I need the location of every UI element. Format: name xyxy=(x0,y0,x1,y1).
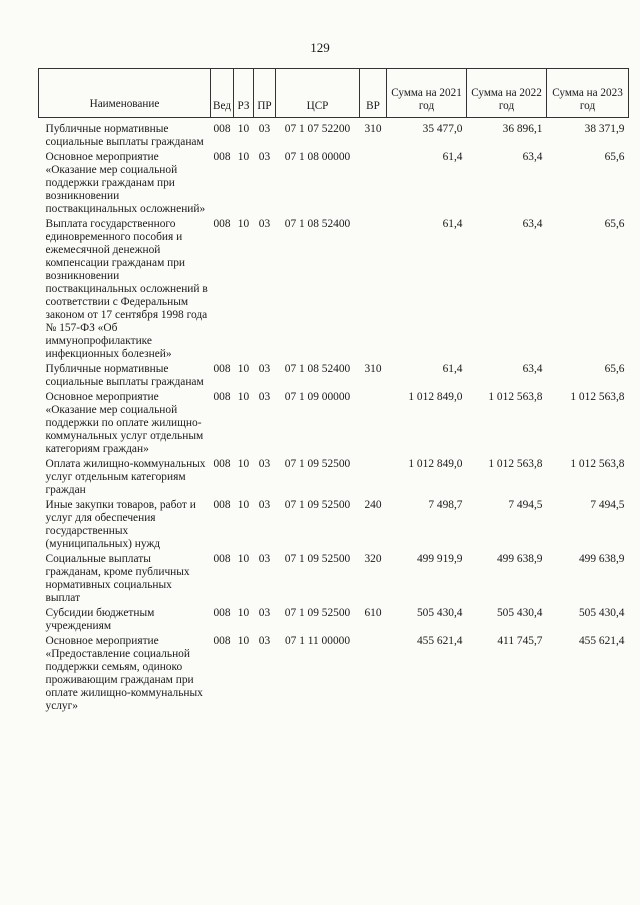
row-name: Оплата жилищно-коммунальных услуг отдельным категориям граждан xyxy=(45,458,206,496)
row-sum-2023: 65,6 xyxy=(604,218,625,230)
row-ved: 008 xyxy=(213,391,231,403)
row-sum-2021: 7 498,7 xyxy=(428,499,463,511)
row-pr: 03 xyxy=(258,123,271,135)
row-rz: 10 xyxy=(237,553,250,565)
row-rz: 10 xyxy=(237,607,250,619)
table-header-row xyxy=(39,69,629,118)
row-name: Основное мероприятие «Оказание мер социальной поддержки по оплате жилищно-коммунальных услуг отдельным категориям граждан» xyxy=(45,391,204,455)
row-rz: 10 xyxy=(237,458,250,470)
row-name: Основное мероприятие «Оказание мер социальной поддержки гражданам при возникновении поствакцинальных осложнений» xyxy=(45,151,206,215)
row-sum-2022: 63,4 xyxy=(522,151,543,163)
row-sum-2021: 499 919,9 xyxy=(416,553,463,565)
header-rz: РЗ xyxy=(234,69,254,118)
row-sum-2021: 61,4 xyxy=(442,363,463,375)
header-sum-2022: Сумма на 2022 год xyxy=(467,69,547,118)
header-csr: ЦСР xyxy=(276,69,360,118)
row-sum-2022: 1 012 563,8 xyxy=(488,391,543,403)
header-pr: ПР xyxy=(254,69,276,118)
row-sum-2022: 7 494,5 xyxy=(508,499,543,511)
row-csr: 07 1 08 00000 xyxy=(284,151,351,163)
row-vr: 610 xyxy=(364,607,382,619)
row-sum-2023: 38 371,9 xyxy=(584,123,625,135)
row-csr: 07 1 09 52500 xyxy=(284,458,351,470)
row-sum-2023: 7 494,5 xyxy=(590,499,625,511)
row-name: Публичные нормативные социальные выплаты гражданам xyxy=(45,123,204,148)
row-sum-2021: 61,4 xyxy=(442,218,463,230)
row-csr: 07 1 11 00000 xyxy=(284,635,351,647)
row-rz: 10 xyxy=(237,123,250,135)
row-csr: 07 1 07 52200 xyxy=(284,123,351,135)
row-sum-2022: 411 745,7 xyxy=(497,635,543,647)
row-pr: 03 xyxy=(258,151,271,163)
table-row xyxy=(39,634,629,714)
row-pr: 03 xyxy=(258,218,271,230)
header-vr: ВР xyxy=(360,69,387,118)
row-vr xyxy=(360,217,387,362)
row-vr xyxy=(360,634,387,714)
row-name: Публичные нормативные социальные выплаты гражданам xyxy=(45,363,204,388)
row-sum-2021: 1 012 849,0 xyxy=(408,391,463,403)
row-sum-2021: 35 477,0 xyxy=(422,123,463,135)
row-name: Социальные выплаты гражданам, кроме публичных нормативных социальных выплат xyxy=(45,553,190,604)
row-vr xyxy=(360,390,387,457)
row-sum-2023: 1 012 563,8 xyxy=(570,458,625,470)
row-pr: 03 xyxy=(258,458,271,470)
row-pr: 03 xyxy=(258,607,271,619)
row-ved: 008 xyxy=(213,607,231,619)
header-ved: Вед xyxy=(211,69,234,118)
row-pr: 03 xyxy=(258,391,271,403)
row-ved: 008 xyxy=(213,363,231,375)
row-rz: 10 xyxy=(237,635,250,647)
row-sum-2023: 505 430,4 xyxy=(578,607,625,619)
row-sum-2023: 455 621,4 xyxy=(578,635,625,647)
table-row xyxy=(39,552,629,606)
table-row xyxy=(39,118,629,151)
row-ved: 008 xyxy=(213,499,231,511)
row-vr xyxy=(360,457,387,498)
row-vr: 310 xyxy=(364,123,382,135)
row-rz: 10 xyxy=(237,151,250,163)
row-sum-2023: 499 638,9 xyxy=(578,553,625,565)
row-pr: 03 xyxy=(258,363,271,375)
row-sum-2021: 505 430,4 xyxy=(416,607,463,619)
row-ved: 008 xyxy=(213,218,231,230)
table-row xyxy=(39,606,629,634)
row-sum-2022: 63,4 xyxy=(522,218,543,230)
row-vr: 310 xyxy=(364,363,382,375)
row-vr: 320 xyxy=(364,553,382,565)
row-vr: 240 xyxy=(364,499,382,511)
row-ved: 008 xyxy=(213,151,231,163)
row-rz: 10 xyxy=(237,391,250,403)
row-sum-2021: 61,4 xyxy=(442,151,463,163)
row-rz: 10 xyxy=(237,363,250,375)
header-sum-2023: Сумма на 2023 год xyxy=(547,69,629,118)
row-sum-2022: 36 896,1 xyxy=(502,123,543,135)
budget-table xyxy=(38,68,629,714)
row-sum-2022: 1 012 563,8 xyxy=(488,458,543,470)
row-name: Иные закупки товаров, работ и услуг для обеспечения государственных (муниципальных) нужд xyxy=(45,499,196,550)
row-sum-2023: 65,6 xyxy=(604,151,625,163)
row-pr: 03 xyxy=(258,553,271,565)
table-row xyxy=(39,498,629,552)
row-rz: 10 xyxy=(237,218,250,230)
row-vr xyxy=(360,150,387,217)
row-csr: 07 1 09 52500 xyxy=(284,607,351,619)
row-sum-2021: 455 621,4 xyxy=(416,635,463,647)
table-row xyxy=(39,390,629,457)
row-csr: 07 1 08 52400 xyxy=(284,218,351,230)
row-name: Выплата государственного единовременного пособия и ежемесячной денежной компенсации гражданам при возникновении поствакцинальных осложнений в соответствии с Федеральным законом от 17 сентября 1998 года № 157-ФЗ «Об иммунопрофилактике инфекционных болезней» xyxy=(45,218,208,360)
row-pr: 03 xyxy=(258,499,271,511)
row-name: Основное мероприятие «Предоставление социальной поддержки семьям, одиноко проживающим гражданам при оплате жилищно-коммунальных услуг» xyxy=(45,635,203,712)
table-row xyxy=(39,217,629,362)
row-sum-2022: 505 430,4 xyxy=(496,607,543,619)
table-row xyxy=(39,457,629,498)
row-csr: 07 1 08 52400 xyxy=(284,363,351,375)
table-row xyxy=(39,362,629,390)
row-ved: 008 xyxy=(213,123,231,135)
row-sum-2022: 499 638,9 xyxy=(496,553,543,565)
row-sum-2021: 1 012 849,0 xyxy=(408,458,463,470)
row-csr: 07 1 09 52500 xyxy=(284,499,351,511)
row-sum-2022: 63,4 xyxy=(522,363,543,375)
row-csr: 07 1 09 00000 xyxy=(284,391,351,403)
row-ved: 008 xyxy=(213,553,231,565)
row-name: Субсидии бюджетным учреждениям xyxy=(45,607,155,632)
row-sum-2023: 65,6 xyxy=(604,363,625,375)
row-pr: 03 xyxy=(258,635,271,647)
row-ved: 008 xyxy=(213,458,231,470)
row-sum-2023: 1 012 563,8 xyxy=(570,391,625,403)
row-ved: 008 xyxy=(213,635,231,647)
row-rz: 10 xyxy=(237,499,250,511)
table-row xyxy=(39,150,629,217)
row-csr: 07 1 09 52500 xyxy=(284,553,351,565)
header-name: Наименование xyxy=(39,69,211,118)
page-number: 129 xyxy=(310,40,330,55)
header-sum-2021: Сумма на 2021 год xyxy=(387,69,467,118)
